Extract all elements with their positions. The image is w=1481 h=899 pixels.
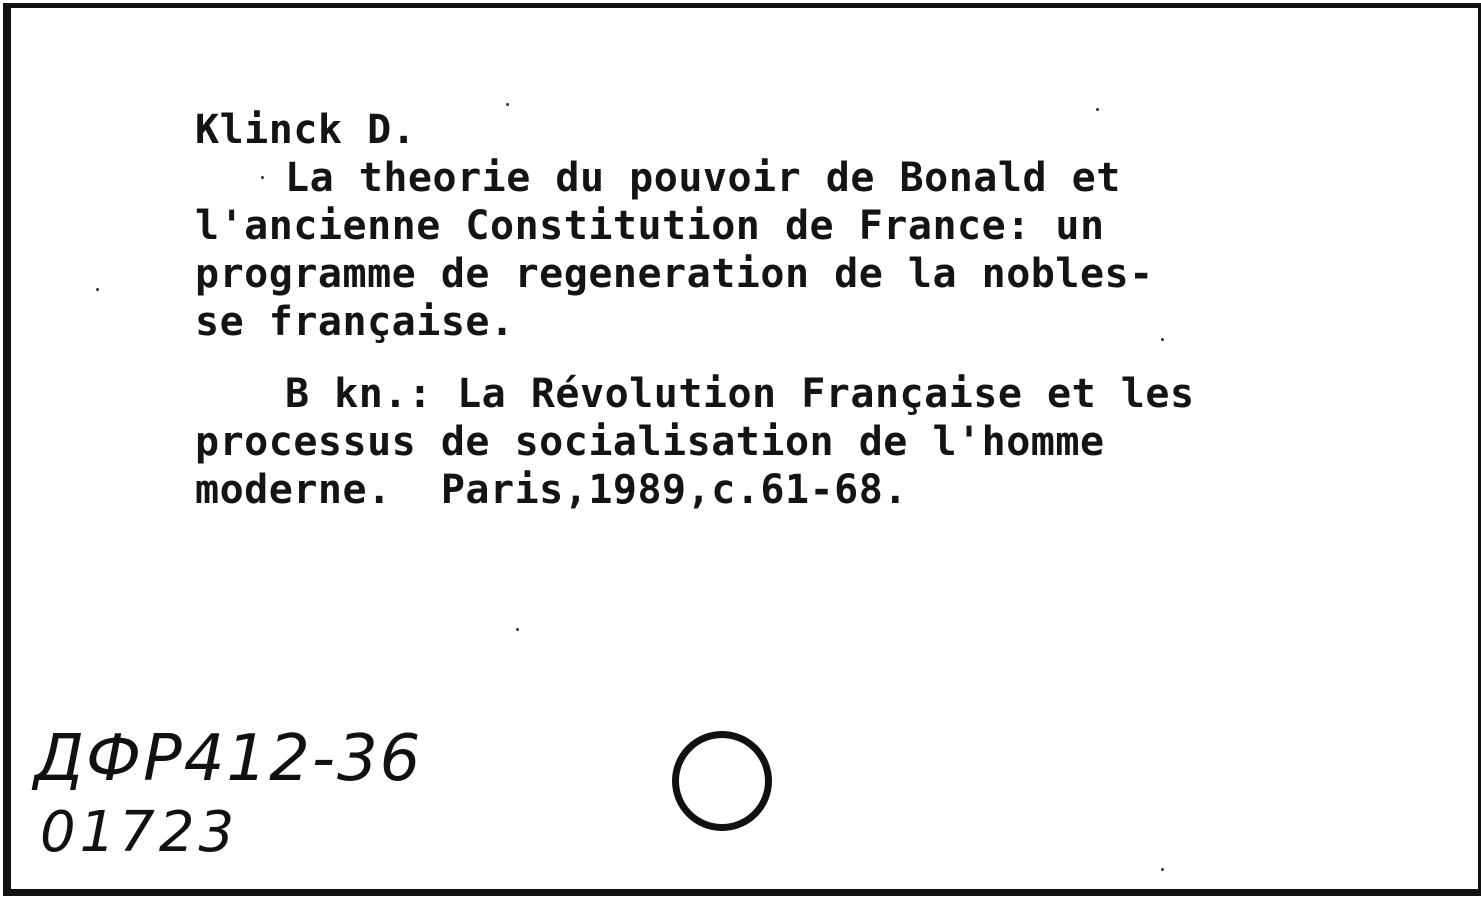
source-line-1: B kn.: La Révolution Française et les [285,371,1195,417]
title-line-2: l'ancienne Constitution de France: un [195,203,1105,249]
dust-speck [1161,868,1164,871]
author-line: Klinck D. [195,107,417,153]
source-line-2: processus de socialisation de l'homme [195,419,1105,465]
dust-speck [96,288,99,291]
handwritten-accession-number: 01723 [40,800,239,865]
paragraph-gap [195,346,1195,370]
catalog-entry-text [195,106,1195,514]
dust-speck [516,628,519,631]
title-line-4: se française. [195,299,515,345]
source-line-3: moderne. Paris,1989,c.61-68. [195,467,908,513]
title-line-3: programme de regeneration de la nobles- [195,251,1154,297]
punch-hole [672,731,772,831]
handwritten-shelfmark: ДФР412-36 [34,722,423,796]
title-line-1: La theorie du pouvoir de Bonald et [285,155,1121,201]
